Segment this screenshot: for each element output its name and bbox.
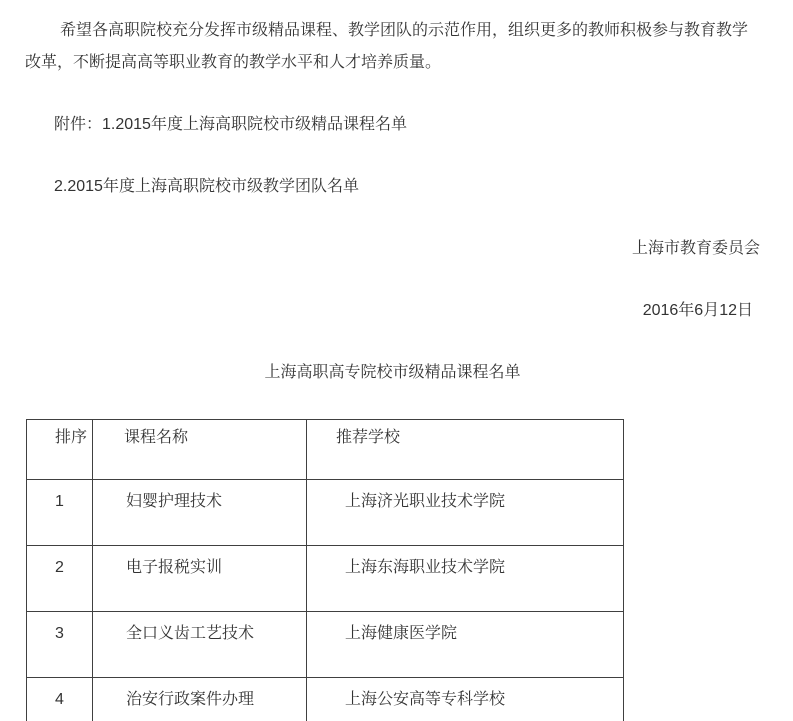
course-cell: 电子报税实训 — [93, 546, 307, 612]
table-row — [27, 480, 624, 546]
school-cell: 上海健康医学院 — [307, 612, 624, 678]
rank-cell: 2 — [27, 546, 93, 612]
table-row — [27, 612, 624, 678]
table-header-row — [27, 420, 624, 480]
header-school-cell: 推荐学校 — [307, 420, 624, 480]
rank-cell: 1 — [27, 480, 93, 546]
header-course-cell: 课程名称 — [93, 420, 307, 480]
rank-cell: 4 — [27, 678, 93, 721]
course-cell: 妇婴护理技术 — [93, 480, 307, 546]
attachment-line-2: 2.2015年度上海高职院校市级教学团队名单 — [54, 178, 359, 195]
rank-cell: 3 — [27, 612, 93, 678]
table-row — [27, 678, 624, 721]
course-cell: 治安行政案件办理 — [93, 678, 307, 721]
issue-date: 2016年6月12日 — [642, 302, 753, 319]
closing-paragraph: 希望各高职院校充分发挥市级精品课程、教学团队的示范作用，组织更多的教师积极参与教育教学改革，不断提高高等职业教育的教学水平和人才培养质量。 — [25, 22, 749, 71]
course-cell: 全口义齿工艺技术 — [93, 612, 307, 678]
attachment-line-1: 附件：1.2015年度上海高职院校市级精品课程名单 — [54, 116, 407, 133]
issuer-signature: 上海市教育委员会 — [631, 240, 760, 257]
header-rank-cell: 排序 — [27, 420, 93, 480]
school-cell: 上海东海职业技术学院 — [307, 546, 624, 612]
school-cell: 上海济光职业技术学院 — [307, 480, 624, 546]
school-cell: 上海公安高等专科学校 — [307, 678, 624, 721]
table-row — [27, 546, 624, 612]
course-table — [26, 419, 624, 721]
table-title: 上海高职高专院校市级精品课程名单 — [264, 364, 521, 381]
